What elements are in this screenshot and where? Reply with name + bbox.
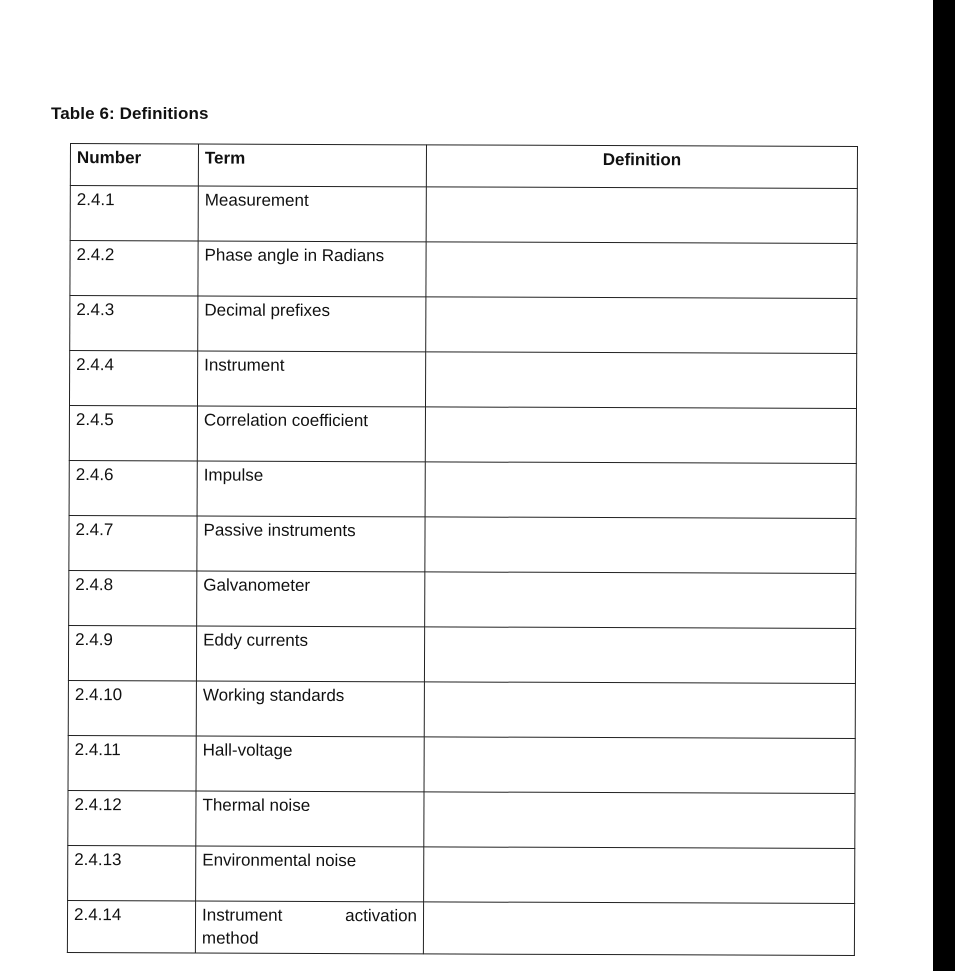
table-row — [69, 406, 856, 464]
table-row — [67, 900, 854, 955]
row-definition-cell[interactable] — [425, 352, 856, 409]
row-number: 2.4.7 — [69, 515, 197, 570]
row-number: 2.4.8 — [69, 570, 197, 625]
header-number: Number — [70, 144, 198, 186]
row-definition-cell[interactable] — [424, 847, 855, 904]
row-number: 2.4.14 — [67, 900, 195, 952]
row-number: 2.4.11 — [68, 735, 196, 790]
row-definition-cell[interactable] — [425, 407, 856, 464]
row-number: 2.4.13 — [68, 845, 196, 900]
row-number: 2.4.1 — [70, 186, 198, 241]
row-definition-cell[interactable] — [424, 737, 855, 794]
row-term: Measurement — [198, 186, 426, 242]
row-definition-cell[interactable] — [423, 902, 854, 956]
row-definition-cell[interactable] — [426, 187, 857, 244]
row-definition-cell[interactable] — [425, 462, 856, 519]
row-number: 2.4.3 — [70, 296, 198, 351]
row-term-word-1: Instrument — [202, 905, 283, 925]
definitions-table — [67, 143, 858, 956]
table-row — [70, 186, 857, 244]
row-definition-cell[interactable] — [424, 627, 855, 684]
row-number: 2.4.6 — [69, 460, 197, 515]
table-row — [70, 296, 857, 354]
row-definition-cell[interactable] — [425, 572, 856, 629]
row-term: Hall-voltage — [196, 736, 424, 792]
header-term: Term — [198, 144, 426, 187]
table-row — [69, 515, 856, 573]
row-term-word-2: activation — [345, 906, 418, 926]
row-term: Galvanometer — [197, 571, 425, 627]
row-term: Thermal noise — [196, 791, 424, 847]
row-definition-cell[interactable] — [424, 682, 855, 739]
row-term-line-2: method — [201, 928, 259, 948]
table-row — [70, 241, 857, 299]
table-row — [69, 570, 856, 628]
row-term: Impulse — [197, 461, 425, 517]
row-term — [195, 901, 423, 954]
row-number: 2.4.9 — [68, 625, 196, 680]
row-term: Working standards — [196, 681, 424, 737]
row-number: 2.4.10 — [68, 680, 196, 735]
row-term: Environmental noise — [196, 846, 424, 902]
row-definition-cell[interactable] — [426, 297, 857, 354]
row-term-line-1 — [202, 905, 417, 929]
row-term: Instrument — [197, 351, 425, 407]
row-term: Correlation coefficient — [197, 406, 425, 462]
table-row — [69, 351, 856, 409]
table-header-row — [70, 144, 857, 189]
row-definition-cell[interactable] — [425, 517, 856, 574]
row-number: 2.4.12 — [68, 790, 196, 845]
table-row — [68, 845, 855, 903]
table-row — [68, 625, 855, 683]
table-row — [68, 790, 855, 848]
row-number: 2.4.2 — [70, 241, 198, 296]
row-number: 2.4.5 — [69, 406, 197, 461]
row-definition-cell[interactable] — [426, 242, 857, 299]
header-definition: Definition — [426, 145, 857, 189]
row-definition-cell[interactable] — [424, 792, 855, 849]
table-row — [68, 735, 855, 793]
table-row — [68, 680, 855, 738]
table-caption: Table 6: Definitions — [51, 104, 209, 123]
row-term: Decimal prefixes — [198, 296, 426, 352]
row-term: Phase angle in Radians — [198, 241, 426, 297]
row-number: 2.4.4 — [69, 351, 197, 406]
row-term: Eddy currents — [196, 626, 424, 682]
scan-edge-bar — [933, 0, 955, 971]
row-term: Passive instruments — [197, 516, 425, 572]
table-row — [69, 460, 856, 518]
